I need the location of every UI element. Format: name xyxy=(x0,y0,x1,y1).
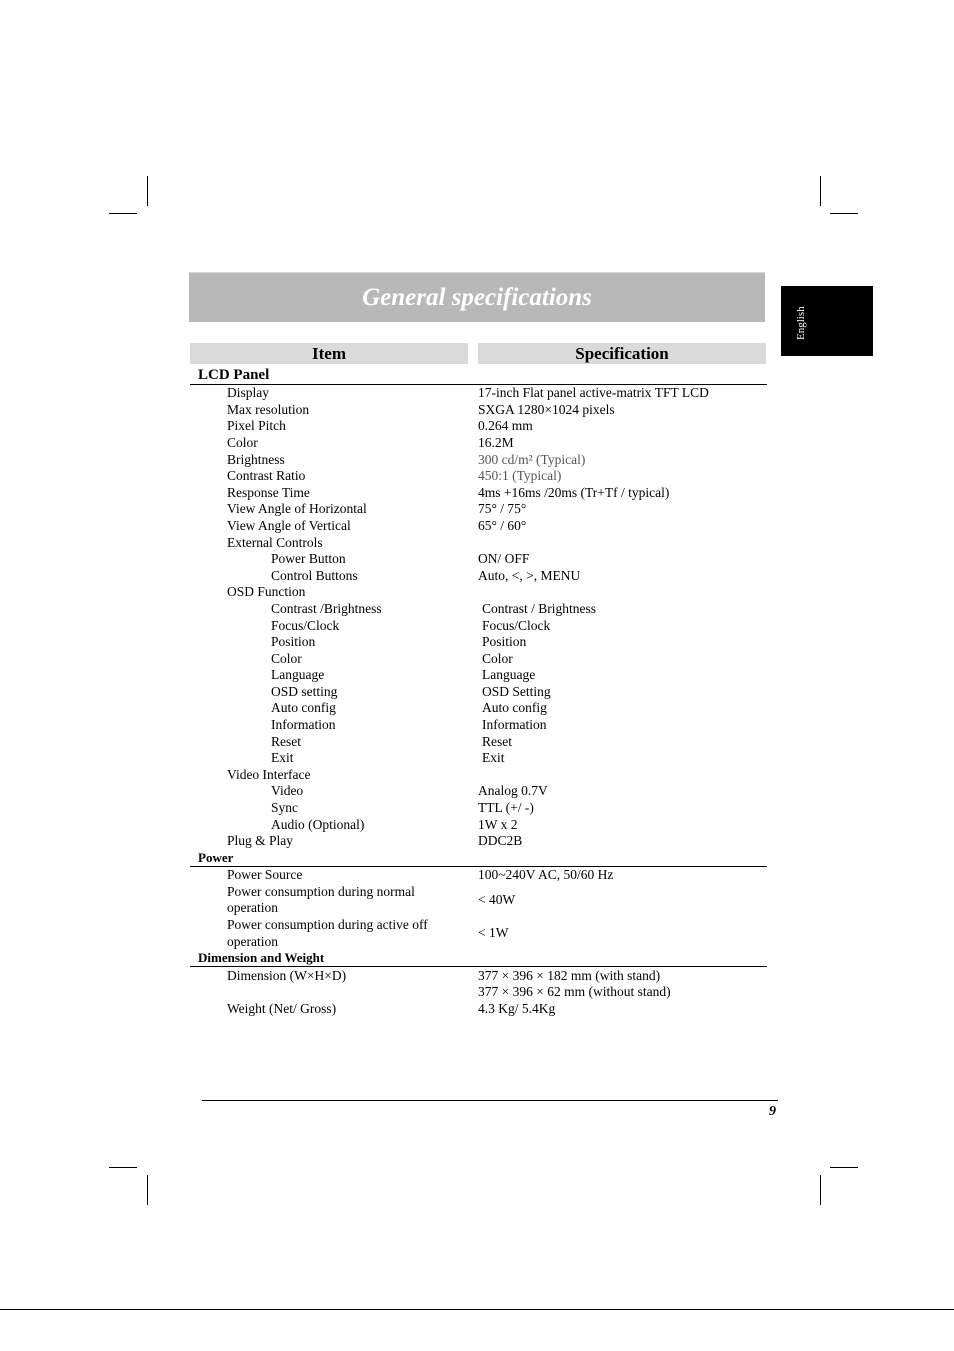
crop-mark xyxy=(820,1175,821,1205)
crop-mark xyxy=(109,1167,137,1168)
spec-label: External Controls xyxy=(227,535,323,550)
spec-value: Position xyxy=(482,634,527,649)
spec-label: Display xyxy=(227,385,269,400)
page-number: 9 xyxy=(769,1104,776,1119)
spec-sublabel: Position xyxy=(271,634,316,649)
page-title: General specifications xyxy=(362,283,592,311)
spec-sublabel: Language xyxy=(271,667,325,682)
spec-value: < 1W xyxy=(478,925,509,940)
spec-value: Auto, <, >, MENU xyxy=(478,568,581,583)
spec-value: SXGA 1280×1024 pixels xyxy=(478,402,615,417)
spec-value: ON/ OFF xyxy=(478,551,530,566)
language-tab xyxy=(781,286,873,356)
spec-sublabel: Auto config xyxy=(271,700,336,715)
spec-value: 75° / 75° xyxy=(478,501,527,516)
spec-sublabel: Contrast /Brightness xyxy=(271,601,382,616)
spec-value: < 40W xyxy=(478,892,516,907)
language-tab-label: English xyxy=(795,306,807,340)
bottom-rule xyxy=(0,1309,954,1310)
title-band xyxy=(189,272,765,322)
spec-value: 300 cd/m² (Typical) xyxy=(478,452,586,467)
spec-value: TTL (+/ -) xyxy=(478,800,534,815)
spec-value: Color xyxy=(482,651,513,666)
header-item: Item xyxy=(190,343,468,364)
spec-sublabel: Audio (Optional) xyxy=(271,817,365,832)
header-specification: Specification xyxy=(478,343,766,364)
spec-sublabel: Information xyxy=(271,717,336,732)
spec-sublabel: Power Button xyxy=(271,551,346,566)
spec-label: Pixel Pitch xyxy=(227,418,286,433)
spec-label: Dimension (W×H×D) xyxy=(227,968,347,983)
spec-label: Max resolution xyxy=(227,402,310,417)
spec-sublabel: Focus/Clock xyxy=(271,618,340,633)
spec-label: Color xyxy=(227,435,258,450)
spec-value: Reset xyxy=(482,734,512,749)
crop-mark xyxy=(147,1175,148,1205)
spec-label: OSD Function xyxy=(227,584,306,599)
spec-value: OSD Setting xyxy=(482,684,551,699)
crop-mark xyxy=(830,213,858,214)
spec-label: Plug & Play xyxy=(227,833,294,848)
crop-mark xyxy=(109,213,137,214)
spec-label: View Angle of Horizontal xyxy=(227,501,367,516)
spec-value: Language xyxy=(482,667,536,682)
spec-table-header xyxy=(190,343,766,364)
spec-label: Brightness xyxy=(227,452,285,467)
spec-label: operation xyxy=(227,900,278,915)
spec-label: Response Time xyxy=(227,485,310,500)
footer-rule xyxy=(202,1100,778,1101)
section-lcd-panel xyxy=(190,367,767,385)
spec-value: 0.264 mm xyxy=(478,418,533,433)
spec-sublabel: Color xyxy=(271,651,302,666)
spec-value: DDC2B xyxy=(478,833,523,848)
spec-value: Focus/Clock xyxy=(482,618,551,633)
spec-value: 17-inch Flat panel active-matrix TFT LCD xyxy=(478,385,709,400)
spec-value: Contrast / Brightness xyxy=(482,601,596,616)
spec-sublabel: Control Buttons xyxy=(271,568,358,583)
spec-value: Exit xyxy=(482,750,505,765)
spec-value: Analog 0.7V xyxy=(478,783,548,798)
spec-label: Power consumption during active off xyxy=(227,917,428,932)
spec-sublabel: Sync xyxy=(271,800,298,815)
spec-value: 377 × 396 × 182 mm (with stand) xyxy=(478,968,661,983)
spec-label: Weight (Net/ Gross) xyxy=(227,1001,337,1016)
spec-sublabel: Video xyxy=(271,783,304,798)
spec-value: 100~240V AC, 50/60 Hz xyxy=(478,867,614,882)
spec-value: 16.2M xyxy=(478,435,514,450)
spec-label: Video Interface xyxy=(227,767,311,782)
spec-label: operation xyxy=(227,934,278,949)
crop-mark xyxy=(820,176,821,206)
spec-value: 4ms +16ms /20ms (Tr+Tf / typical) xyxy=(478,485,670,500)
section-title: Dimension and Weight xyxy=(198,950,325,965)
section-title: LCD Panel xyxy=(198,367,270,383)
spec-value: 1W x 2 xyxy=(478,817,518,832)
spec-value: 4.3 Kg/ 5.4Kg xyxy=(478,1001,556,1016)
section-title: Power xyxy=(198,850,234,865)
section-dimension-weight xyxy=(190,949,767,967)
crop-mark xyxy=(830,1167,858,1168)
section-power xyxy=(190,849,767,867)
spec-sublabel: Exit xyxy=(271,750,294,765)
spec-label: Contrast Ratio xyxy=(227,468,306,483)
spec-sublabel: Reset xyxy=(271,734,301,749)
spec-label: View Angle of Vertical xyxy=(227,518,351,533)
crop-mark xyxy=(147,176,148,206)
spec-value: 65° / 60° xyxy=(478,518,527,533)
spec-label: Power consumption during normal xyxy=(227,884,415,899)
spec-value: Auto config xyxy=(482,700,547,715)
spec-label: Power Source xyxy=(227,867,303,882)
spec-sublabel: OSD setting xyxy=(271,684,338,699)
spec-value: 377 × 396 × 62 mm (without stand) xyxy=(478,984,671,999)
spec-value: 450:1 (Typical) xyxy=(478,468,562,483)
spec-value: Information xyxy=(482,717,547,732)
